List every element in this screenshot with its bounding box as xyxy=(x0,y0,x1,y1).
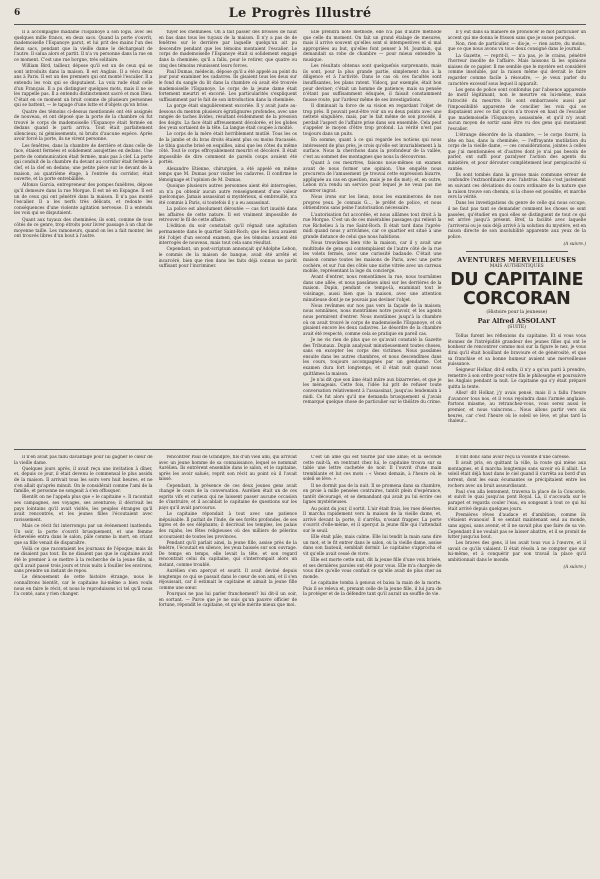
paragraph: rencontrer Paul de Grandpré, fils d'un vieil ami, qui arrivait avec un jeune homme de sa connaissance, lequel se nommait Aurélien. Ils entrèrent ensemble dans le salon, et le capitaine, après les avoir salués, reprit son récit au point où il l'avait laissé. xyxy=(158,455,297,483)
paragraph: Paul Dumas, médecin, dépose qu'il a été appelé au point du jour pour examiner les cadavres. Ils gisaient tous les deux sur le fond du sangle du lit dans la chambre où avait été trouvée mademoiselle l'Espanoye. Le corps de la jeune dame était fortement meurtri et excorié. Les particularités s'expliquent suffisamment par le fait de son introduction dans la cheminée. xyxy=(158,69,297,103)
serial-title-line-2: MAIS AUTHENTIQUES xyxy=(489,264,544,270)
paragraph: Les résultats obtenus sont quelquefois surprenants, mais ils sont, pour la plus grande partie, simplement dus à la diligence et à l'activité. Dans le cas où ces facultés sont insuffisantes, les plans ratent. Vidocq, par exemple, était bon pour deviner; c'était un homme de patience; mais sa pensée n'étant pas suffisamment éduquée, il faisait constamment fausse route, par l'ardeur même de ses investigations. xyxy=(303,64,442,103)
bottom-to-be-continued: (A suivre.) xyxy=(563,564,586,570)
paragraph: Nous trouvâmes bien vite la maison, car il y avait une multitude de gens qui contemplaient de l'autre côté de la rue les volets fermés, avec une curiosité badaude. C'était une maison comme toutes les maisons de Paris, avec une porte cochère, et sur l'un des côtés une niche vitrée avec un carreau mobile, représentant la loge du concierge. xyxy=(303,241,442,275)
paragraph: Ils sont tombés dans la grosse mais commune erreur de confondre l'extraordinaire avec l'abstrus. Mais c'est justement en suivant ces déviations du cours ordinaire de la nature que la raison trouve son chemin, si la chose est possible, et marche vers la vérité. xyxy=(447,172,586,201)
paragraph: tuyer les cheminées. On a fait passer des brosses de haut en bas dans tous les tuyaux de la maison. Il n'y a pas de de fenêtres sur le derrière par laquelle quelqu'un ait pu descendre pendant que les témoins montaient l'escalier. Le corps de mademoiselle l'Espanoye était si solidement engagé dans la cheminée, qu'il a fallu, pour le retirer, que quatre ou cinq des témoins réunissent leurs forces. xyxy=(158,30,297,69)
serial-suite: (SUITE) xyxy=(507,325,526,331)
paragraph: Cependant, un post-scriptum annonçait qu'Adolphe Lebon, le commis de la maison de banque, avait été arrêté et incarcéré, bien que rien dans les faits déjà connus ne parût suffisant pour l'incriminer. xyxy=(158,247,297,270)
serial-title-line-1: AVENTURES MERVEILLEUSES xyxy=(457,256,577,265)
paragraph: Le dénouement de cette histoire étrange, nous le connaîtrons bientôt, car le capitaine lui-même a bien voulu nous en faire le récit, et nous le reproduisons ici tel qu'il nous l'a conté, sans y rien changer. xyxy=(14,575,153,598)
serial-title-block xyxy=(448,256,587,331)
to-be-continued: (A suivre.) xyxy=(563,241,586,247)
paragraph: Premières rêves d'audace et d'ambition, comme ils s'étaient évanouis! Il se sentait maintenant seul au monde, sans appui, sans avenir, et il ne savait plus que faire de sa vie. Cependant il ne voulait pas se laisser abattre, et il se promit de lutter jusqu'au bout. xyxy=(447,512,586,541)
paragraph: Quant aux tuyaux des cheminées, ils sont, comme de tous côtés de ce genre, trop étroits pour livrer passage à un chat de moyenne taille. Les ramoneurs, quand on les a fait monter, les ont trouvés libres d'un bout à l'autre. xyxy=(14,217,153,240)
paragraph: Il ne dormit pas de la nuit. Il se promena dans sa chambre, en proie à mille pensées contraires, tantôt plein d'espérance, tantôt découragé, et se demandant qui avait pu lui écrire ces lignes mystérieuses. xyxy=(303,483,442,506)
paragraph: Elle prendra note méthode, elle n'a pas d'autre méthode que celle du moment. On fait un grand étalage de mesures, mais il arrive souvent qu'elles sont si intempestives et si mal appropriées au but, qu'elles font penser à M. Jourdain, qui demandait sa robe de chambre — pour mieux entendre la musique. xyxy=(303,30,442,63)
paragraph: Il n'en avait pas fallu davantage pour lui gagner le cœur de la vieille dame. xyxy=(14,455,153,466)
paragraph: Il a accompagné madame l'Espanoye à son logis, avec les quelques mille francs, en deux sacs. Quand la porte s'ouvrit, mademoiselle l'Espanoye parut, et lui prit des mains l'un des deux sacs, pendant que la vieille dame le déchargeait de l'autre. Il salua alors et partit. Il n'a vu personne dans la rue en ce moment. C'est une rue borgne, très solitaire. xyxy=(14,30,153,63)
top-column-2 xyxy=(159,30,298,444)
paragraph: Avant d'entrer, nous remontâmes la rue, nous tournâmes dans une allée, et nous passâmes ainsi sur les derrières de la maison. Dupin, pendant ce temps-là, examinait tout le voisinage, aussi bien que la maison, avec une attention minutieuse dont je ne pouvais pas deviner l'objet. xyxy=(303,275,442,303)
serial-title-main: DU CAPITAINE CORCORAN xyxy=(450,270,584,310)
paragraph: Au point du jour, il sortit. L'air était frais, les rues désertes. Il marcha rapidement vers la maison de la vieille dame, et, arrivé devant la porte, il s'arrêta, n'osant frapper. La porte s'ouvrit d'elle-même, et il aperçut la jeune fille qui l'attendait sur le seuil. xyxy=(303,506,442,534)
section-divider xyxy=(14,449,586,450)
paragraph: Les braves des gens, il les avait tous vus à l'œuvre, et il savait ce qu'ils valaient. Il était résolu à ne compter que sur lui-même, et à conquérir par son travail la place qu'il ambitionnait dans le monde. xyxy=(447,541,586,564)
paragraph: La gorge était singulièrement excoriée. Il y avait juste au-dessous du menton plusieurs égratignures profondes, avec une rangée de taches livides, résultant évidemment de la pression des doigts. La face était affreusement décolorée, et les globes des yeux sortaient de la tête. La langue était coupée à moitié. xyxy=(158,103,297,132)
paragraph: Il diminuait la force de sa vision en regardant l'objet de trop près. Il pouvait peut-être voir un ou deux points avec une netteté singulière, mais, par le fait même de son procédé, il perdait l'aspect de l'affaire prise dans son ensemble. Cela peut s'appeler le moyen d'être trop profond. La vérité n'est pas toujours dans un puits. xyxy=(303,103,442,137)
paragraph: L'édition du soir constatait qu'il régnait une agitation permanente dans le quartier Saint-Roch; que les lieux avaient été l'objet d'un second examen, que les témoins avaient été interrogés de nouveau, mais tout cela sans résultat. xyxy=(158,224,297,247)
paragraph: La Gazette, — reprit-il, — n'a pas, je le crains, pénétré l'horreur insolite de l'affaire. Mais laissons là les opinions niaises de ce papier. Il me semble que le mystère est considéré comme insoluble, par la raison même qui devrait le faire regarder comme facile à résoudre, — je veux parler du caractère excessif sous lequel il apparaît. xyxy=(447,53,586,87)
serial-subtitle: (Histoire pour la jeunesse) xyxy=(486,310,548,316)
paragraph: Quoique plusieurs autres personnes aient été interrogées, on n'a pu obtenir aucun autre renseignement d'une valeur quelconque. Jamais assassinat si mystérieux, si embrouillé, n'a été commis à Paris, si toutefois il y a eu assassinat. xyxy=(158,184,297,206)
paragraph: Nous irons sur les lieux, nous les examinerons de nos propres yeux. Je connais G..., le préfet de police, et nous obtiendrons sans peine l'autorisation nécessaire. xyxy=(303,195,442,212)
paragraph: Le capitaine tomba à genoux et baisa la main de la morte. Puis il se releva et, prenant celle de la jeune fille, il lui jura de la protéger et de la défendre tant qu'il aurait un souffle de vie. xyxy=(303,581,442,598)
paragraph: Paul s'en alla lentement, traversa la place de la Concorde, et suivit le quai jusqu'au pont Royal. Là, il s'accouda sur le parapet et regarda couler l'eau, en songeant à tout ce qui lui était arrivé depuis quelques jours. xyxy=(447,489,586,512)
bottom-column-2 xyxy=(159,455,298,869)
serial-text xyxy=(448,334,587,425)
paragraph: Quelques jours après, il avait reçu une invitation à dîner, et, depuis ce jour, il était devenu le commensal le plus assidu de la maison. Il arrivait tous les soirs vers huit heures, et ne s'en allait qu'après minuit. On le considérait comme l'ami de la famille, et personne ne songeait à s'en offusquer. xyxy=(14,466,153,495)
top-section xyxy=(14,30,586,444)
paragraph: Seigneur Holkar, dit-il enfin, il n'y a qu'un parti à prendre, remettre à son ordre pour votre fils le philosophe et poursuivre les Anglais pendant la nuit. Le capitaine qui s'y était préparé quitta la tente. xyxy=(447,368,586,391)
paragraph: Elle est morte cette nuit, dit la jeune fille d'une voix brisée, et ses dernières paroles ont été pour vous. Elle m'a chargée de vous dire qu'elle vous confiait ce qu'elle avait de plus cher au monde. xyxy=(303,558,442,580)
paragraph: Le corps de la mère était horriblement mutilé. Tous les os de la jambe et du bras droits étaient plus ou moins fracassés. Le tibia gauche brisé en esquilles, ainsi que les côtes du même côté. Tout le corps effroyablement meurtri et décoloré. Il était impossible de dire comment de pareils coups avaient été portés. xyxy=(158,132,297,166)
top-column-3 xyxy=(303,30,442,444)
paragraph: Mais ce récit fut interrompu par un événement inattendu. Un soir, la porte s'ouvrit brusquement, et une femme échevelée entra dans le salon, pâle comme la mort, en criant que sa fille venait de disparaître. xyxy=(14,523,153,546)
bottom-column-1 xyxy=(14,455,153,869)
paragraph: Elle était pâle, mais calme. Elle lui tendit la main sans dire un mot, et le fit entrer dans le salon, où la vieille dame, assise dans son fauteuil, semblait dormir. Le capitaine s'approcha et vit qu'elle avait cessé de vivre. xyxy=(303,535,442,557)
paragraph: Quant à ces meurtres, faisons nous-mêmes un examen avant de nous former une opinion. Une enquête nous procurera de l'amusement (je trouvai cette expression bizarre, appliquée au cas en question, mais je ne dis mot); et, en outre, Lebon m'a rendu un service pour lequel je ne veux pas me montrer ingrat. xyxy=(303,161,442,194)
masthead xyxy=(14,8,586,25)
paragraph: Je n'ai dit que son âme était mûre aux bizarreries, et que je les ménageais. Cette fois, l'idée lui prit de refuser toute conversation relativement à l'assassinat, jusqu'au lendemain à midi. Ce fut alors qu'il me demanda brusquement si j'avais remarqué quelque chose de particulier sur le théâtre du crime. xyxy=(303,377,442,406)
journal-title: Le Progrès Illustré xyxy=(228,6,372,21)
bottom-column-4-text xyxy=(448,455,587,564)
serial-author: Par Alfred ASSOLANT xyxy=(477,317,556,326)
paragraph: Cependant, la présence de ces deux jeunes gens avait changé le cours de la conversation. Aurélien était un de ces esprits vifs et curieux qui ne laissent passer aucune occasion de s'instruire, et il accablait le capitaine de questions sur les pays qu'il avait parcourus. xyxy=(158,483,297,511)
top-column-4 xyxy=(448,30,587,444)
paragraph: Je ne vis rien de plus que ce qu'avait constaté la Gazette des Tribunaux. Dupin analysait minutieusement toutes choses, sans en excepter les corps des victimes. Nous passâmes ensuite dans les autres chambres, et nous descendîmes dans les cours, toujours accompagnés par un gendarme. Cet examen dura fort longtemps, et il était nuit quand nous quittâmes la maison. xyxy=(303,338,442,377)
bottom-column-4 xyxy=(448,455,587,869)
paragraph: L'autorisation fut accordée, et nous allâmes tout droit à la rue Morgue. C'est un de ces misérables passages qui relient la rue Richelieu à la rue Saint-Roch. Il était tard dans l'après-midi quand nous y arrivâmes, car ce quartier est situé à une grande distance de celui que nous habitions. xyxy=(303,212,442,240)
paragraph: Il vint donc sans avoir reçu la volonté d'une caresse. xyxy=(455,455,571,460)
top-column-4-text xyxy=(448,30,587,241)
paragraph: Alexandre Etienne, chirurgien, a été appelé en même temps que M. Dumas pour visiter les cadavres. Il confirme le témoignage et l'opinion de M. Dumas. xyxy=(158,166,297,183)
paragraph: Tollus furent les réflexions du capitaine. Et si vous vous étonnez de l'intrépidité grandeur des jeunes filles qui ont le bonheur de rencontrer comme moi sur la figure le nez, je vous dirai qu'il était bouillant de bravoure et de générosité, et que sa franchise et sa bonne humeur avaient une merveilleuse puissance. xyxy=(447,334,586,368)
page-number: 6 xyxy=(14,8,21,18)
paragraph: Les fenêtres, dans la chambre de derrière et dans celle de face, étaient fermées et solidement assujetties en dedans. Une porte de communication était fermée, mais pas à clef. La porte qui conduit de la chambre du devant au corridor était fermée à clef, et la clef en dedans; une petite pièce sur le devant de la maison, au quatrième étage, à l'entrée du corridor, était ouverte, et la porte entrebâillée. xyxy=(14,143,153,183)
paragraph: Alfonzo Garcia, entrepreneur des pompes funèbres, dépose qu'il demeure dans la rue Morgue. Il est né en Espagne. Il est un de ceux qui ont pénétré dans la maison. Il n'a pas monté l'escalier. Il a les nerfs très délicats, et redoute les conséquences d'une violente agitation nerveuse. Il a entendu les voix qui se disputaient. xyxy=(14,183,153,217)
paragraph: Aurélien s'en aperçut et sourit. Il avait deviné depuis longtemps ce qui se passait dans le cœur de son ami, et il s'en réjouissait, car il estimait le capitaine et aimait la jeune fille comme une sœur. xyxy=(158,569,297,592)
paragraph: La police est absolument déroutée — cas fort inusité dans les affaires de cette nature. Il est vraiment impossible de retrouver le fil de cette affaire. xyxy=(158,206,297,224)
paragraph: Dans les investigations du genre de celle qui nous occupe, il ne faut pas tant se demander comment les choses se sont passées, qu'étudier en quoi elles se distinguent de tout ce qui est arrivé jusqu'à présent. Bref, la facilité avec laquelle j'arriverai ou je suis déjà arrivé à la solution du mystère, est en raison directe de son insolubilité apparente aux yeux de la police. xyxy=(447,201,586,240)
paragraph: Bientôt on ne l'appela plus que « le capitaine ». Il racontait ses campagnes, ses voyages, ses aventures; il décrivait les pays lointains qu'il avait visités, les peuples étranges qu'il avait rencontrés, et les jeunes filles l'écoutaient avec ravissement. xyxy=(14,495,153,523)
paragraph: Pendant qu'il parlait ainsi, la jeune fille, assise près de la fenêtre, l'écoutait en silence, les yeux baissés sur son ouvrage. De temps en temps, elle levait la tête, et son regard rencontrait celui du capitaine, qui s'interrompait alors un instant, comme troublé. xyxy=(158,540,297,569)
paragraph: L'étrange désordre de la chambre, — le corps fourré, la tête en bas, dans la cheminée, — l'effrayante mutilation du corps de la vieille dame, — ces considérations, jointes à celles que j'ai mentionnées et d'autres dont je n'ai pas besoin de parler, ont suffi pour paralyser l'action des agents du ministère, et pour dérouter complètement leur perspicacité si vantée. xyxy=(447,133,586,172)
paragraph: Non, rien de particulier, — dis-je, — rien autre, du moins, que ce que nous avons vu tous deux consigné dans le journal. xyxy=(447,41,586,53)
paragraph: En somme, quant à ce qui regarde les notions qui nous intéressent de plus près, je crois qu'elle est invariablement à la surface. Nous la cherchons dans la profondeur de la vallée, c'est au sommet des montagnes que nous la découvrons. xyxy=(303,138,442,160)
paragraph: William Bird, tailleur, dépose qu'il est un de ceux qui se sont introduits dans la maison. Il est Anglais. Il a vécu deux ans à Paris. Il est un des premiers qui ont monté l'escalier. Il a entendu les voix qui se disputaient. La voix rude était celle d'un Français. Il a pu distinguer quelques mots, mais il ne se les rappelle pas. Il a entendu distinctement sacré et mon Dieu. C'était en ce moment un bruit comme de plusieurs personnes qui se battent, — le tapage d'une lutte et d'objets qu'on brise. xyxy=(14,64,153,109)
bottom-section xyxy=(14,455,586,869)
paragraph: Les gens de police sont confondus par l'absence apparente de motif légitimant, non le meurtre en lui-même, mais l'atrocité du meurtre. Ils sont embarrassés aussi par l'impossibilité apparente de concilier les voix qui se disputaient avec ce fait qu'on n'a trouvé en haut de l'escalier que mademoiselle l'Espanoye, assassinée, et qu'il n'y avait aucun moyen de sortir sans être vu des gens qui montaient l'escalier. xyxy=(447,87,586,132)
paragraph: Nous revînmes sur nos pas vers la façade de la maison; nous sonnâmes, nous montrâmes notre pouvoir, et les agents nous permirent d'entrer. Nous montâmes jusqu'à la chambre où on avait trouvé le corps de mademoiselle l'Espanoye, et où gisaient encore les deux cadavres. Le désordre de la chambre avait été respecté, comme cela se pratique en pareil cas. xyxy=(303,303,442,337)
paragraph: Le capitaine répondait à tout avec une patience inépuisable. Il parlait de l'Inde, de ses forêts profondes, de ses tigres et de ses éléphants; il décrivait les temples, les palais des rajahs, les fêtes religieuses où des milliers de pèlerins accouraient de toutes les provinces. xyxy=(158,512,297,540)
top-column-1 xyxy=(14,30,153,444)
story-divider xyxy=(466,251,569,252)
paragraph: C'est un âme qui est tourné par une amie; et la seconde cette nuit-là, en rentrant chez lui, le capitaine trouva sur sa table une lettre cachetée de noir. Il l'ouvrit d'une main tremblante et lut ces mots : « Venez demain, à l'heure où le soleil se lève. » xyxy=(303,455,442,483)
paragraph: Il avait pris, en quittant la ville, la route qui mène aux montagnes, et il marcha longtemps sans savoir où il allait. Le soleil était déjà haut dans le ciel quand il s'arrêta au bord d'un torrent, dont les eaux écumantes se précipitaient entre les rochers avec un bruit assourdissant. xyxy=(447,461,586,489)
paragraph: Pourquoi ne pas lui parler franchement? lui dit-il un soir, en sortant. — Parce que je ne suis qu'un pauvre officier de fortune, répondit le capitaine, et qu'elle mérite mieux que moi. xyxy=(158,592,297,609)
paragraph: Allez! dit Holkar, j'y avais pensé, mais il a fallu l'heure d'avancer tous nos, et il vous rejoindra dans l'armée anglaise. Partons miasme, au retranchez-vous, vous serez aussi le premier, et nous vaincrons... Nous allons partir vers six heures, car c'est l'heure où le soleil se lève, et plus tard la chaleur... xyxy=(447,391,586,425)
bottom-column-3 xyxy=(303,455,442,869)
paragraph: Il y eut dans sa manière de prononcer le mot particulier un accent qui me donna le frisson sans que je susse pourquoi. xyxy=(447,30,586,41)
paragraph: Voilà ce que racontaient les journaux de l'époque; mais ils ne disaient pas tout. Ils ne disaient pas que le capitaine avait été le premier à se mettre à la recherche de la jeune fille, ni qu'il avait passé trois jours et trois nuits à fouiller les environs, sans prendre un instant de repos. xyxy=(14,546,153,575)
paragraph: Quatre des témoins ci-dessus mentionnés ont été assignés de nouveau, et ont déposé que la porte de la chambre où fut trouvé le corps de mademoiselle l'Espanoye était fermée en dedans quand le parti arriva. Tout était parfaitement silencieux; ni gémissements, ni bruits d'aucune espèce. Après avoir forcé la porte, ils ne virent personne. xyxy=(14,109,153,143)
